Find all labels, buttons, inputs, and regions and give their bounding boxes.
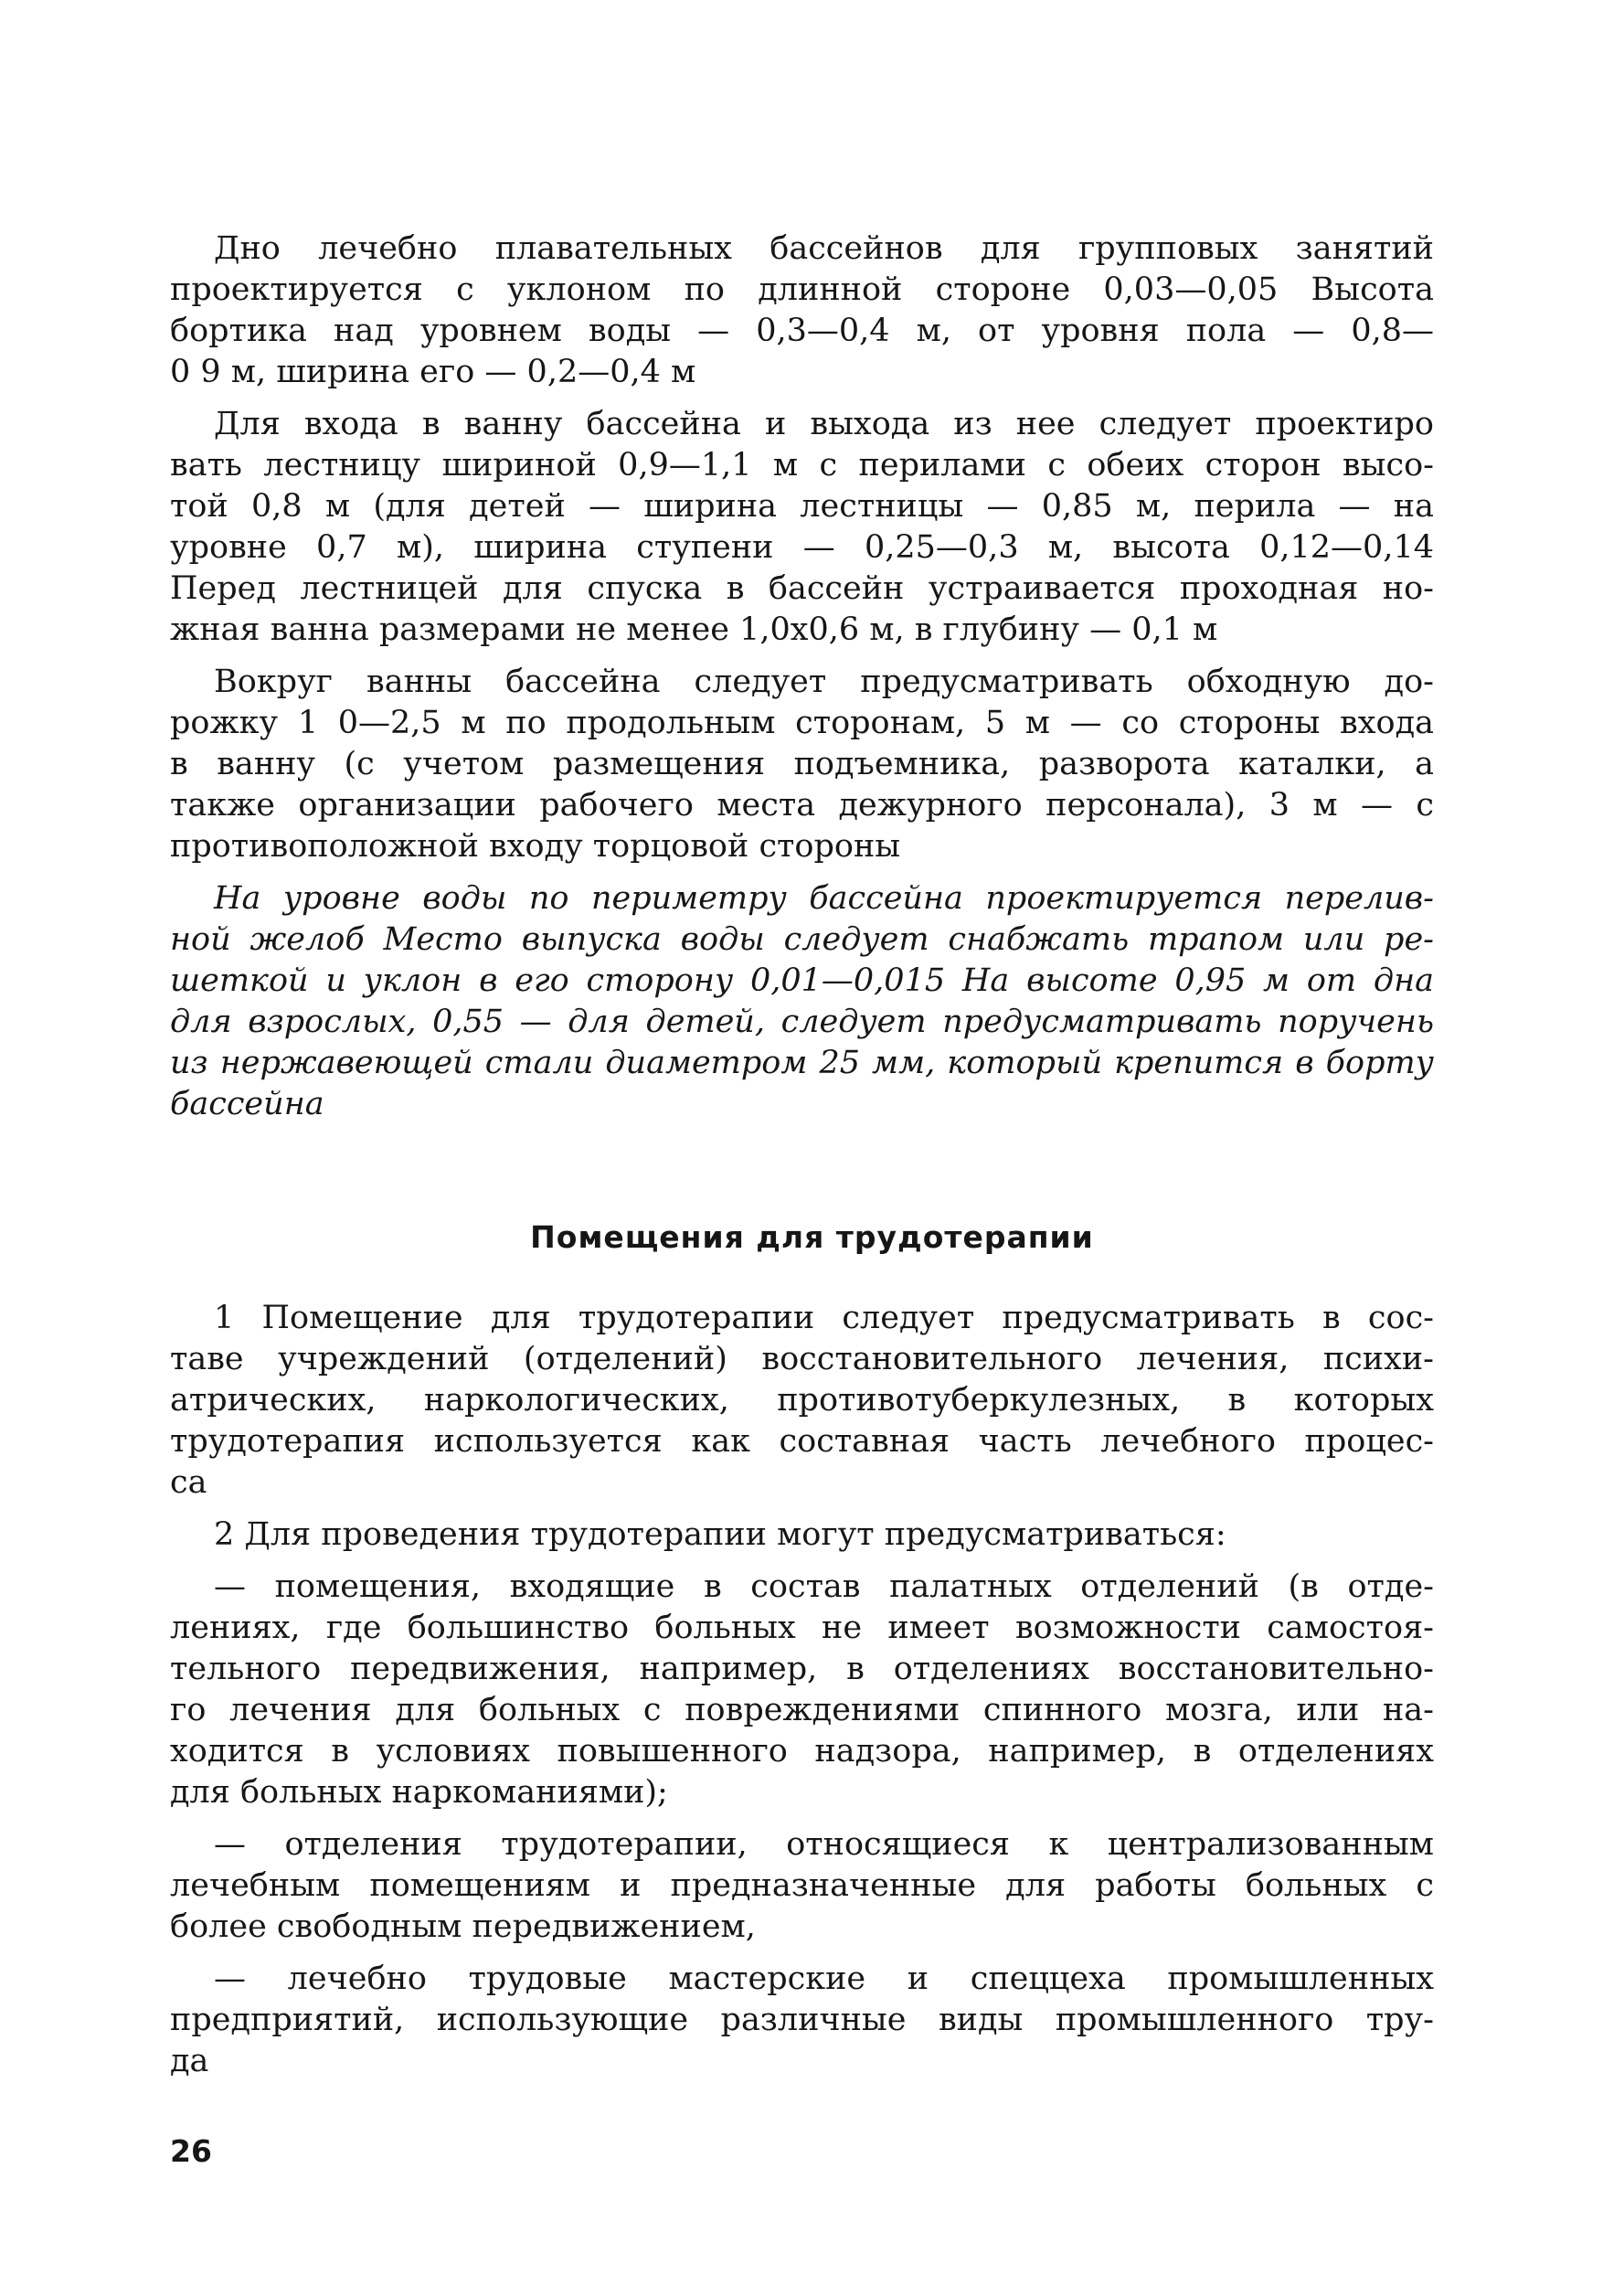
text-line: бортика над уровнем воды — 0,3—0,4 м, от уровня пола — 0,8— xyxy=(170,313,1434,349)
text-line: рожку 1 0—2,5 м по продольным сторонам, 5 м — со стороны входа xyxy=(170,705,1434,741)
text-line: са xyxy=(170,1464,207,1501)
text-line: 1 Помещение для трудотерапии следует предусматривать в сос- xyxy=(214,1300,1434,1336)
text-line: таве учреждений (отделений) восстановительного лечения, психи- xyxy=(170,1341,1434,1377)
text-line: атрических, наркологических, противотуберкулезных, в которых xyxy=(170,1382,1434,1419)
text-line: из нержавеющей стали диаметром 25 мм, который крепится в борту xyxy=(170,1045,1434,1081)
text-line: для взрослых, 0,55 — для детей, следует предусматривать поручень xyxy=(170,1004,1434,1040)
paragraph-pool-bottom xyxy=(170,228,1434,393)
text-line: вать лестницу шириной 0,9—1,1 м с перилами с обеих сторон высо- xyxy=(170,447,1434,484)
text-line: Вокруг ванны бассейна следует предусматривать обходную до- xyxy=(214,664,1434,700)
text-line: — лечебно трудовые мастерские и спеццеха промышленных xyxy=(214,1961,1434,1997)
text-line: тельного передвижения, например, в отделениях восстановительно- xyxy=(170,1651,1434,1687)
paragraph-therapy-1 xyxy=(170,1298,1434,1504)
list-item-workshops xyxy=(170,1959,1434,2082)
text-line: предприятий, использующие различные виды промышленного тру- xyxy=(170,2002,1434,2038)
text-line: проектируется с уклоном по длинной стороне 0,03—0,05 Высота xyxy=(170,271,1434,308)
text-line: для больных наркоманиями); xyxy=(170,1774,668,1811)
list-item-therapy-departments xyxy=(170,1824,1434,1948)
text-line: — отделения трудотерапии, относящиеся к централизованным xyxy=(214,1826,1434,1863)
text-line: лечебным помещениям и предназначенные для работы больных с xyxy=(170,1867,1434,1904)
text-line: ной желоб Место выпуска воды следует снабжать трапом или ре- xyxy=(170,921,1434,958)
text-line: более свободным передвижением, xyxy=(170,1908,756,1945)
text-line: той 0,8 м (для детей — ширина лестницы — 0,85 м, перила — на xyxy=(170,488,1434,525)
paragraph-pool-overflow xyxy=(170,878,1434,1125)
section-pools xyxy=(170,228,1434,1125)
text-line: трудотерапия используется как составная часть лечебного процес- xyxy=(170,1423,1434,1460)
text-line: Дно лечебно плавательных бассейнов для групповых занятий xyxy=(214,230,1434,267)
page-number: 26 xyxy=(170,2133,212,2169)
text-line: го лечения для больных с повреждениями спинного мозга, или на- xyxy=(170,1692,1434,1728)
text-line: 2 Для проведения трудотерапии могут предусматриваться: xyxy=(214,1516,1226,1553)
section-heading: Помещения для трудотерапии xyxy=(530,1219,1094,1255)
text-line: шеткой и уклон в его сторону 0,01—0,015 На высоте 0,95 м от дна xyxy=(170,962,1434,999)
text-line: противоположной входу торцовой стороны xyxy=(170,828,901,865)
text-line: лениях, где большинство больных не имеет возможности самостоя- xyxy=(170,1610,1434,1646)
paragraph-therapy-2 xyxy=(170,1514,1434,1556)
list-item-ward-rooms xyxy=(170,1567,1434,1813)
paragraph-pool-ladder xyxy=(170,404,1434,651)
text-line: уровне 0,7 м), ширина ступени — 0,25—0,3 м, высота 0,12—0,14 xyxy=(170,529,1434,566)
text-line: 0 9 м, ширина его — 0,2—0,4 м xyxy=(170,354,696,390)
text-line: Перед лестницей для спуска в бассейн устраивается проходная но- xyxy=(170,570,1434,607)
section-occupational-therapy xyxy=(170,1298,1434,2082)
text-line: ходится в условиях повышенного надзора, например, в отделениях xyxy=(170,1733,1434,1770)
text-line: бассейна xyxy=(170,1086,324,1122)
text-line: — помещения, входящие в состав палатных отделений (в отде- xyxy=(214,1568,1434,1605)
paragraph-pool-walkway xyxy=(170,662,1434,867)
text-line: также организации рабочего места дежурного персонала), 3 м — с xyxy=(170,787,1434,824)
text-line: На уровне воды по периметру бассейна проектируется перелив- xyxy=(214,880,1434,917)
text-line: да xyxy=(170,2043,209,2079)
text-line: Для входа в ванну бассейна и выхода из нее следует проектиро xyxy=(214,406,1434,442)
text-line: жная ванна размерами не менее 1,0х0,6 м, в глубину — 0,1 м xyxy=(170,611,1218,648)
text-line: в ванну (с учетом размещения подъемника, разворота каталки, а xyxy=(170,746,1434,782)
